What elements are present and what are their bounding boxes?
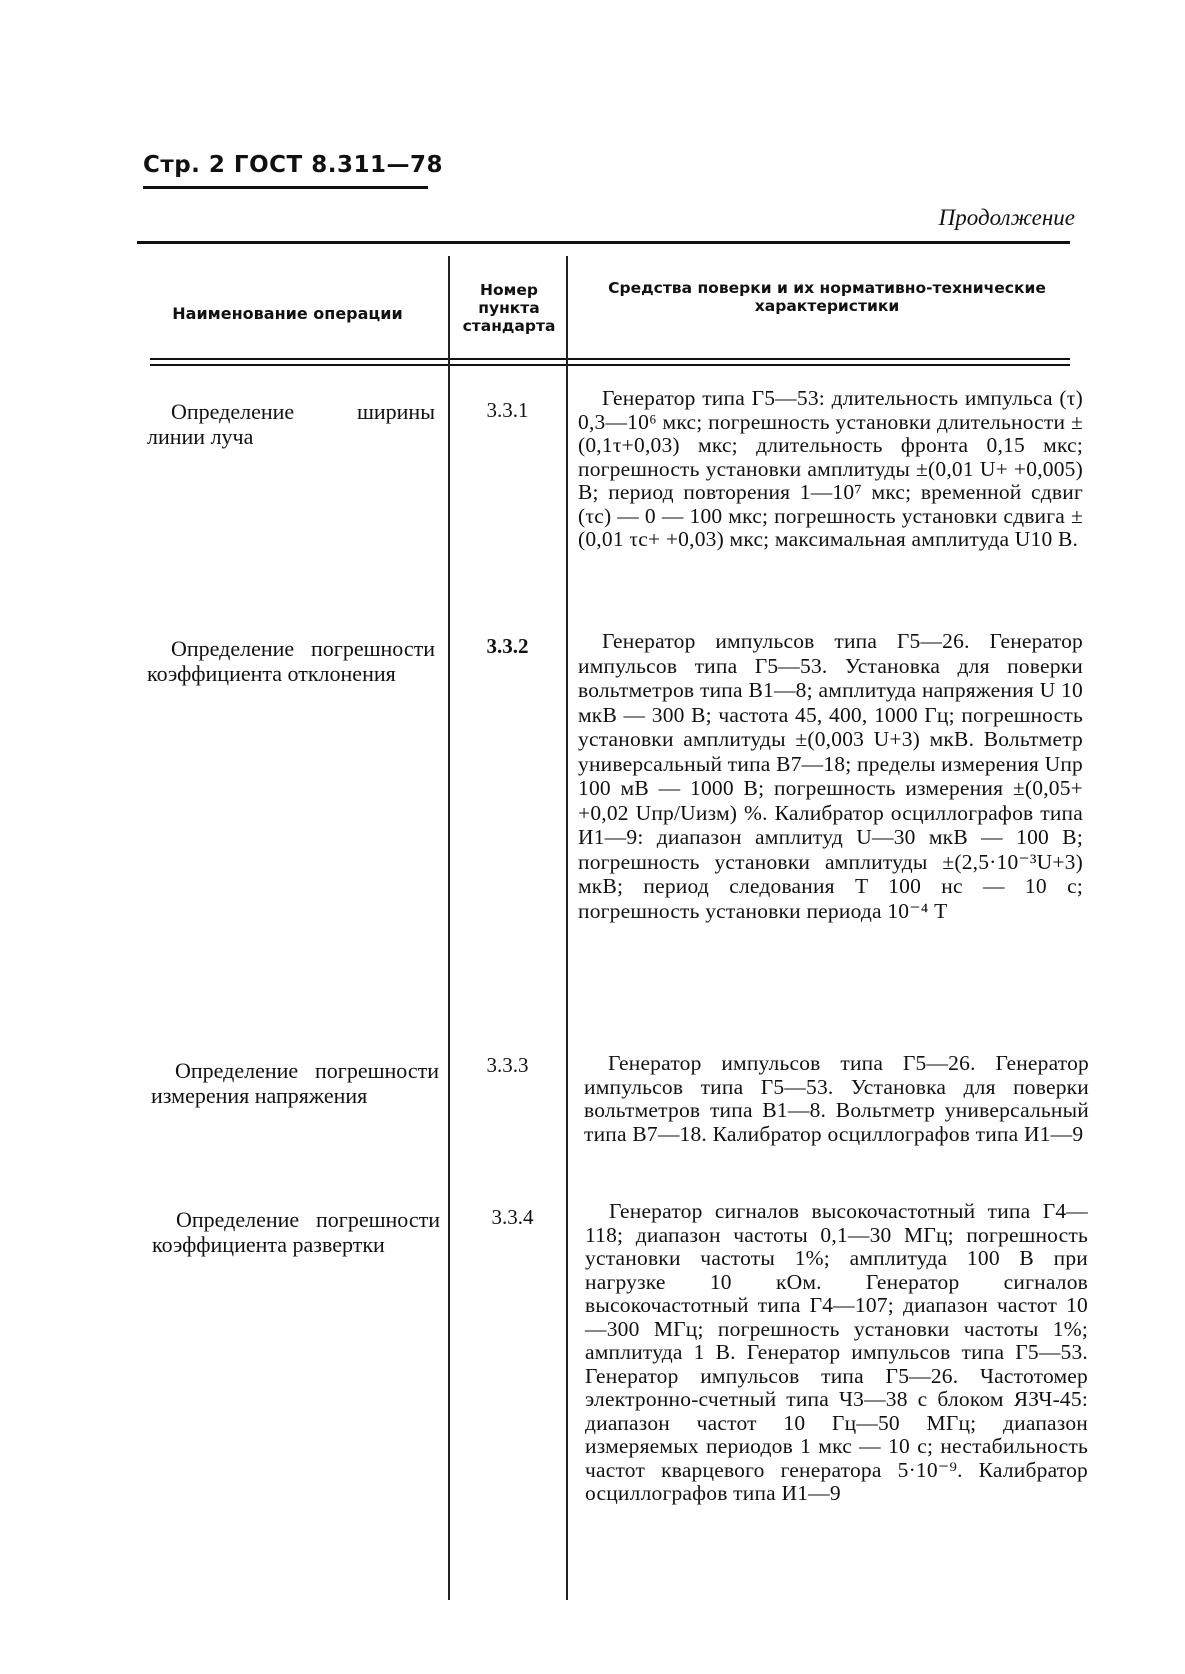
clause-cell: 3.3.2 [486, 634, 529, 658]
header-clause: Номер пункта стандарта [462, 281, 556, 335]
operation-cell: Определение погрешности коэффициента развертки [152, 1207, 440, 1257]
means-cell: Генератор типа Г5—53: длительность импульса (τ) 0,3—10⁶ мкс; погрешность установки длительности ±(0,1τ+0,03) мкс; длительность фронта 0,15 мкс; погрешность установки амплитуды ±(0,01 U+ +0,005) В; период повторения 1—10⁷ мкс; временной сдвиг (τc) — 0 — 100 мкс; погрешность установки сдвига ±(0,01 τc+ +0,03) мкс; максимальная амплитуда U10 В. [578, 386, 1083, 551]
header-operation: Наименование операции [172, 304, 403, 323]
header-bottom-rule-1 [150, 358, 1070, 360]
column-divider-1 [448, 256, 450, 1600]
header-means: Средства поверки и их нормативно-технические характеристики [608, 279, 1046, 315]
operation-cell: Определение погрешности измерения напряжения [151, 1058, 439, 1108]
clause-cell: 3.3.1 [486, 398, 529, 422]
running-head-rule [143, 186, 428, 189]
means-cell: Генератор сигналов высокочастотный типа Г4—118; диапазон частоты 0,1—30 МГц; погрешность установки частоты 1%; амплитуда 100 В при нагрузке 10 кОм. Генератор сигналов высокочастотный типа Г4—107; диапазон частот 10—300 МГц; погрешность установки частоты 1%; амплитуда 1 В. Генератор импульсов типа Г5—53. Генератор импульсов типа Г5—26. Частотомер электронно-счетный типа Ч3—38 с блоком ЯЗЧ-45: диапазон частот 10 Гц—50 МГц; диапазон измеряемых периодов 1 мкс — 10 с; нестабильность частот кварцевого генератора 5·10⁻⁹. Калибратор осциллографов типа И1—9 [585, 1199, 1088, 1505]
clause-cell: 3.3.4 [491, 1205, 534, 1229]
continuation-label: Продолжение [938, 205, 1075, 230]
clause-cell: 3.3.3 [486, 1053, 529, 1077]
table-top-rule [137, 241, 1070, 244]
means-cell: Генератор импульсов типа Г5—26. Генератор импульсов типа Г5—53. Установка для поверки вольтметров типа В1—8. Вольтметр универсальный типа В7—18. Калибратор осциллографов типа И1—9 [584, 1051, 1089, 1146]
running-head: Стр. 2 ГОСТ 8.311—78 [143, 152, 443, 178]
column-divider-2 [566, 256, 568, 1600]
means-cell: Генератор импульсов типа Г5—26. Генератор импульсов типа Г5—53. Установка для поверки вольтметров типа В1—8; амплитуда напряжения U 10 мкВ — 300 В; частота 45, 400, 1000 Гц; погрешность установки амплитуды ±(0,003 U+3) мкВ. Вольтметр универсальный типа В7—18; пределы измерения Uпр 100 мВ — 1000 В; погрешность измерения ±(0,05+ +0,02 Uпр/Uизм) %. Калибратор осциллографов типа И1—9: диапазон амплитуд U—30 мкВ — 100 В; погрешность установки амплитуды ±(2,5·10⁻³U+3) мкВ; период следования T 100 нс — 10 с; погрешность установки периода 10⁻⁴ T [578, 629, 1083, 923]
operation-cell: Определение ширины линии луча [147, 399, 435, 449]
operation-cell: Определение погрешности коэффициента отклонения [147, 636, 435, 686]
header-bottom-rule-2 [150, 364, 1070, 366]
